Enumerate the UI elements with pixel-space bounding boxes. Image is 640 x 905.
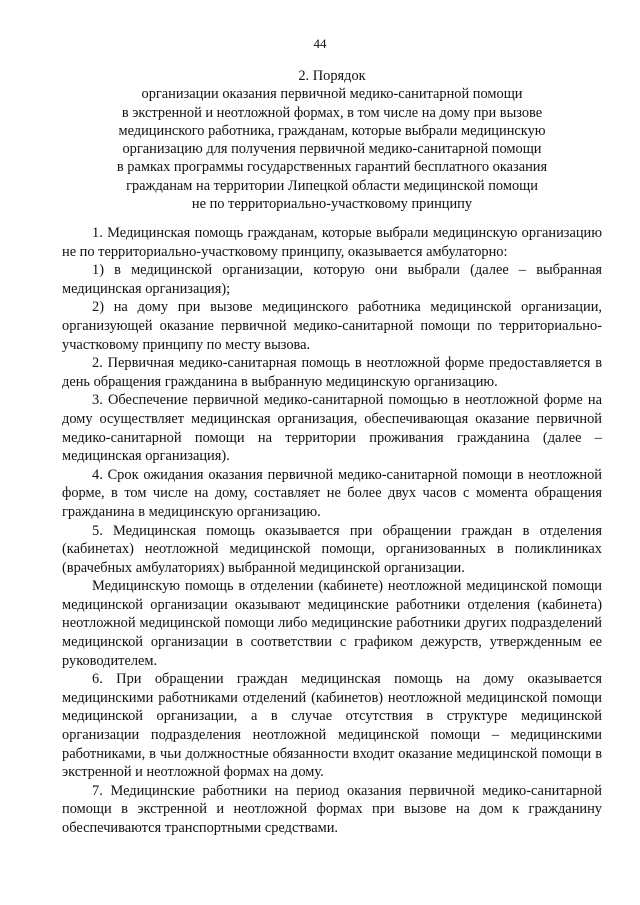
- paragraph: Медицинскую помощь в отделении (кабинете) неотложной медицинской помощи медицинской организации оказывают медицинские работники отделения (кабинета) неотложной медицинской помощи либо медицинские работники других подразделений медицинской организации в соответствии с графиком дежурств, утвержденным ее руководителем.: [62, 578, 602, 669]
- title-line: в рамках программы государственных гарантий бесплатного оказания: [116, 159, 548, 176]
- paragraph: 2. Первичная медико-санитарная помощь в неотложной форме предоставляется в день обращения гражданина в выбранную медицинскую организацию.: [62, 355, 602, 390]
- paragraph: 6. При обращении граждан медицинская помощь на дому оказывается медицинскими работниками отделений (кабинетов) неотложной медицинской помощи медицинской организации, а в случае отсутствия в структуре медицинской организации подразделения неотложной медицинской помощи – медицинскими работниками, в чьи должностные обязанности входит оказание медицинской помощи в экстренной и неотложной формах на дому.: [62, 671, 602, 781]
- page-number: 44: [313, 36, 327, 51]
- paragraph: 1) в медицинской организации, которую они выбрали (далее – выбранная медицинская организация);: [62, 262, 602, 297]
- title-line: организацию для получения первичной медико-санитарной помощи: [122, 141, 542, 158]
- title-line: в экстренной и неотложной формах, в том числе на дому при вызове: [121, 104, 543, 121]
- title-line: организации оказания первичной медико-санитарной помощи: [141, 86, 523, 103]
- paragraph: 7. Медицинские работники на период оказания первичной медико-санитарной помощи в экстренной и неотложной формах при вызове на дом к гражданину обеспечиваются транспортными средствами.: [62, 782, 602, 836]
- title-line: гражданам на территории Липецкой области медицинской помощи: [126, 177, 538, 194]
- section-title: [62, 67, 602, 213]
- paragraph: 5. Медицинская помощь оказывается при обращении граждан в отделения (кабинетах) неотложной медицинской помощи, организованных в поликлиниках (врачебных амбулаториях) выбранной медицинской организации.: [62, 522, 602, 576]
- paragraph: 4. Срок ожидания оказания первичной медико-санитарной помощи в неотложной форме, в том числе на дому, составляет не более двух часов с момента обращения гражданина в медицинскую организацию.: [62, 466, 602, 520]
- title-line: не по территориально-участковому принципу: [191, 196, 473, 213]
- document-body: [62, 224, 602, 838]
- paragraph: 3. Обеспечение первичной медико-санитарной помощью в неотложной форме на дому осуществляет медицинская организация, обеспечивающая оказание первичной медико-санитарной помощи на территории проживания гражданина (далее – медицинская организация).: [62, 392, 602, 465]
- title-line: медицинского работника, гражданам, которые выбрали медицинскую: [118, 122, 546, 139]
- paragraph: 1. Медицинская помощь гражданам, которые выбрали медицинскую организацию не по территориально-участковому принципу, оказывается амбулаторно:: [62, 225, 602, 260]
- paragraph: 2) на дому при вызове медицинского работника медицинской организации, организующей оказание первичной медико-санитарной помощи по территориально-участковому принципу по месту вызова.: [62, 299, 602, 353]
- title-line: 2. Порядок: [298, 68, 366, 84]
